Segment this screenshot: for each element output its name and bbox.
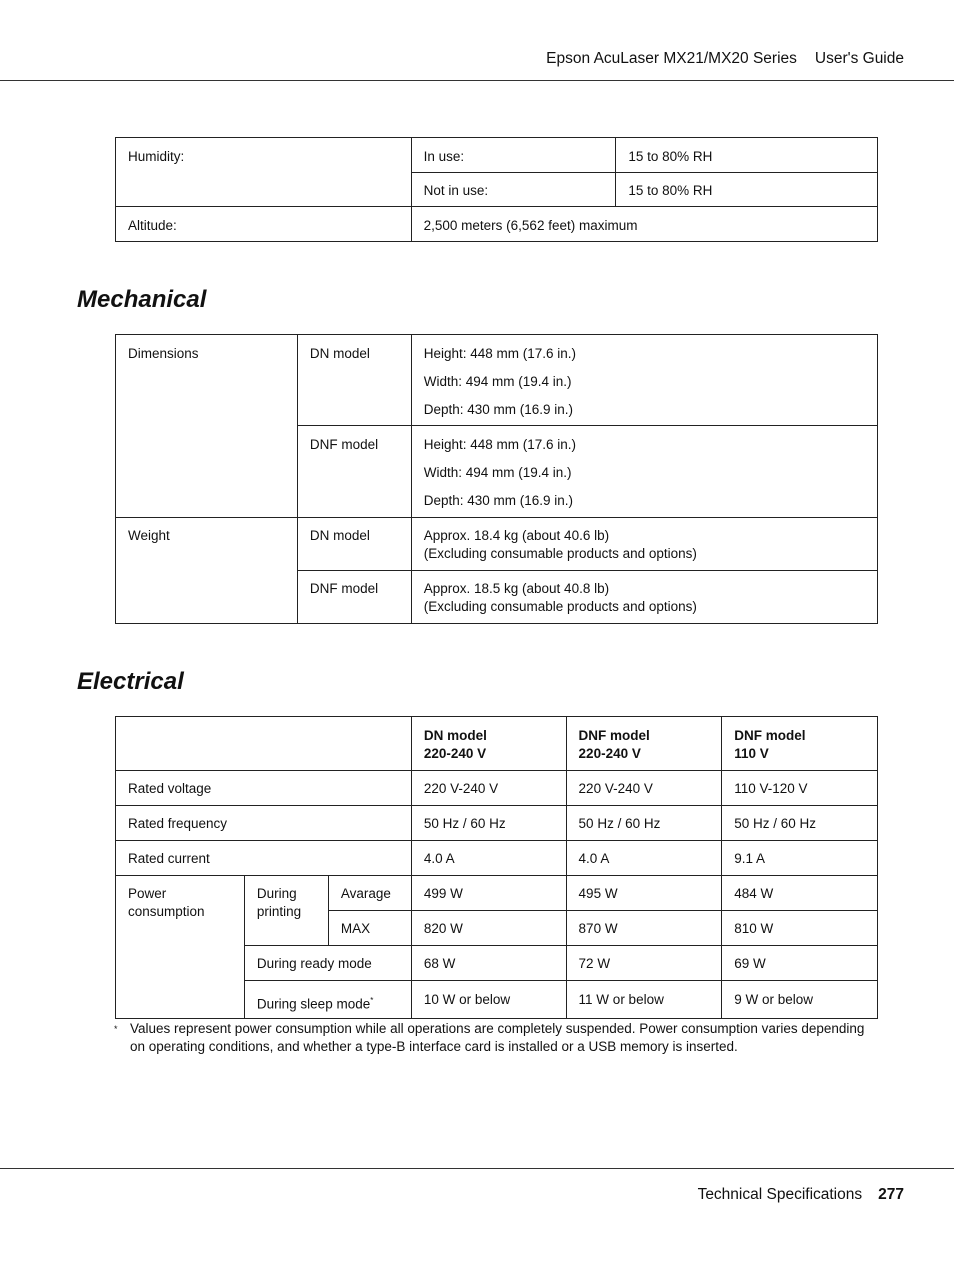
- sleep-mode-label: [244, 981, 411, 1019]
- dn-weight-note: (Excluding consumable products and options): [423, 546, 697, 561]
- table-row: [116, 771, 878, 806]
- dimensions-dnf-values: [411, 426, 877, 518]
- column-model: DNF model: [734, 728, 806, 743]
- humidity-label: Humidity:: [116, 138, 412, 207]
- column-model: DNF model: [578, 728, 650, 743]
- average-label: Avarage: [328, 876, 411, 911]
- table-cell: 495 W: [566, 876, 722, 911]
- table-cell: 484 W: [722, 876, 878, 911]
- dnf-depth: Depth: 430 mm (16.9 in.): [423, 493, 574, 508]
- table-cell: 72 W: [566, 946, 722, 981]
- sleep-mode-text: During sleep mode: [256, 996, 371, 1012]
- power-label-line: consumption: [128, 904, 205, 919]
- weight-dnf-values: [411, 571, 877, 624]
- electrical-heading: Electrical: [77, 668, 184, 695]
- column-header-dnf-220: [566, 717, 722, 771]
- table-cell: 820 W: [411, 911, 566, 946]
- environment-table: [115, 137, 878, 242]
- dn-width: Width: 494 mm (19.4 in.): [423, 374, 572, 389]
- not-in-use-label: Not in use:: [411, 173, 616, 207]
- max-label: MAX: [328, 911, 411, 946]
- column-header-dn-220: [411, 717, 566, 771]
- weight-dn-values: [411, 518, 877, 571]
- footnote-mark: *: [114, 1024, 118, 1034]
- dimensions-label: Dimensions: [116, 335, 298, 518]
- footnote-marker: *: [370, 996, 374, 1005]
- page-footer: [698, 1186, 904, 1204]
- power-label-line: Power: [128, 886, 167, 901]
- weight-dnf-label: DNF model: [297, 571, 411, 624]
- during-printing-label: [244, 876, 328, 946]
- guide-label: User's Guide: [814, 50, 904, 67]
- table-cell: 68 W: [411, 946, 566, 981]
- header-blank-cell: [116, 717, 412, 771]
- not-in-use-value: 15 to 80% RH: [616, 173, 878, 207]
- table-row: [116, 806, 878, 841]
- column-voltage: 220-240 V: [423, 746, 487, 761]
- weight-label: Weight: [116, 518, 298, 624]
- page-header: [546, 50, 904, 68]
- table-cell: 10 W or below: [411, 981, 566, 1019]
- table-cell: 11 W or below: [566, 981, 722, 1019]
- table-cell: 499 W: [411, 876, 566, 911]
- table-cell: 220 V-240 V: [566, 771, 722, 806]
- table-cell: 9 W or below: [722, 981, 878, 1019]
- table-cell: 870 W: [566, 911, 722, 946]
- table-cell: 4.0 A: [566, 841, 722, 876]
- header-rule: [0, 80, 954, 81]
- mechanical-table: [115, 334, 878, 624]
- altitude-label: Altitude:: [116, 207, 412, 242]
- electrical-table: [115, 716, 878, 1019]
- dn-depth: Depth: 430 mm (16.9 in.): [423, 402, 574, 417]
- dimensions-dn-values: [411, 335, 877, 426]
- table-cell: 220 V-240 V: [411, 771, 566, 806]
- dnf-weight: Approx. 18.5 kg (about 40.8 lb): [423, 581, 610, 596]
- in-use-value: 15 to 80% RH: [616, 138, 878, 173]
- table-cell: 50 Hz / 60 Hz: [411, 806, 566, 841]
- table-cell: 110 V-120 V: [722, 771, 878, 806]
- ready-mode-label: During ready mode: [244, 946, 411, 981]
- table-cell: 810 W: [722, 911, 878, 946]
- dnf-width: Width: 494 mm (19.4 in.): [423, 465, 572, 480]
- dn-weight: Approx. 18.4 kg (about 40.6 lb): [423, 528, 610, 543]
- table-cell: 69 W: [722, 946, 878, 981]
- in-use-label: In use:: [411, 138, 616, 173]
- dimensions-dnf-label: DNF model: [297, 426, 411, 518]
- mechanical-heading: Mechanical: [77, 286, 207, 313]
- printing-label-line: printing: [256, 904, 302, 919]
- document-title: Epson AcuLaser MX21/MX20 Series: [546, 50, 797, 67]
- column-model: DN model: [423, 728, 487, 743]
- column-header-dnf-110: [722, 717, 878, 771]
- rated-voltage-label: Rated voltage: [116, 771, 412, 806]
- rated-frequency-label: Rated frequency: [116, 806, 412, 841]
- table-row: [116, 841, 878, 876]
- printing-label-line: During: [256, 886, 297, 901]
- footnote: [114, 1020, 874, 1056]
- dimensions-dn-label: DN model: [297, 335, 411, 426]
- dnf-height: Height: 448 mm (17.6 in.): [423, 437, 577, 452]
- column-voltage: 220-240 V: [578, 746, 641, 761]
- table-cell: 50 Hz / 60 Hz: [566, 806, 722, 841]
- dn-height: Height: 448 mm (17.6 in.): [423, 346, 577, 361]
- footnote-text: Values represent power consumption while all operations are completely suspended. Power consumption varies depending on operating conditions, and whether a type-B interface card is installed or a USB memory is inserted.: [130, 1021, 865, 1054]
- table-cell: 9.1 A: [722, 841, 878, 876]
- footer-rule: [0, 1168, 954, 1169]
- section-title: Technical Specifications: [697, 1186, 863, 1203]
- page-number: 277: [878, 1186, 904, 1203]
- altitude-value: 2,500 meters (6,562 feet) maximum: [411, 207, 877, 242]
- dnf-weight-note: (Excluding consumable products and options): [423, 599, 697, 614]
- table-row: [116, 876, 878, 911]
- rated-current-label: Rated current: [116, 841, 412, 876]
- column-voltage: 110 V: [734, 746, 769, 761]
- weight-dn-label: DN model: [297, 518, 411, 571]
- power-consumption-label: [116, 876, 245, 1019]
- table-cell: 4.0 A: [411, 841, 566, 876]
- table-cell: 50 Hz / 60 Hz: [722, 806, 878, 841]
